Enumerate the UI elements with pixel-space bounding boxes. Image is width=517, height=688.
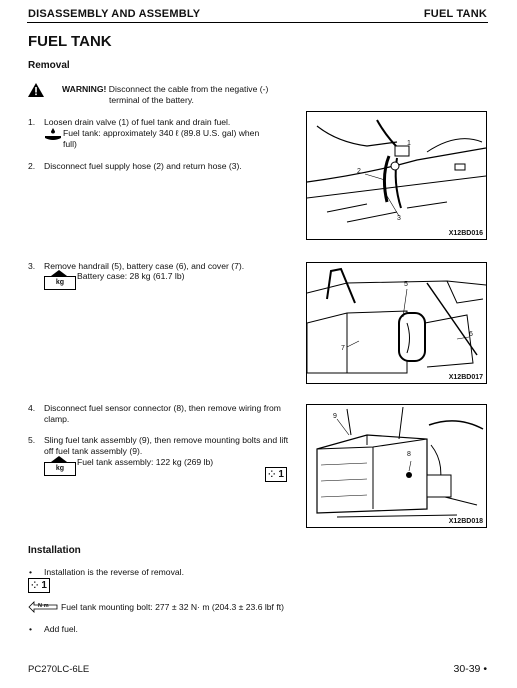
figure-battery-case-callout-5: 5 — [404, 281, 408, 288]
figure-battery-case-callout-6: 6 — [469, 331, 473, 338]
warning-label: WARNING! — [62, 84, 107, 94]
warning-text-line1: Disconnect the cable from the negative (-) — [108, 84, 269, 94]
step1-note-line2: full) — [63, 139, 77, 149]
torque-note: Fuel tank mounting bolt: 277 ± 32 N· m (204.3 ± 23.6 lbf ft) — [61, 602, 284, 612]
step2-text: Disconnect fuel supply hose (2) and return hose (3). — [44, 161, 242, 171]
installation-reference-badge-icon: ⁘ — [31, 580, 39, 590]
step4-text — [44, 403, 294, 425]
warning-text — [62, 84, 302, 106]
warning-text-line2: terminal of the battery. — [109, 95, 194, 105]
step4-text-line2: clamp. — [44, 414, 70, 424]
reference-badge — [265, 467, 287, 482]
step5-text — [44, 435, 294, 457]
step3-text: Remove handrail (5), battery case (6), and cover (7). — [44, 261, 245, 271]
figure-fuel-tank — [306, 404, 487, 528]
installation-reference-badge — [28, 578, 50, 593]
fuel-drain-icon — [44, 127, 62, 143]
step3-number: 3. — [28, 261, 36, 271]
warning-icon — [28, 83, 44, 97]
figure-drain-valve-label: X12BD016 — [448, 230, 483, 237]
reference-badge-number: 1 — [278, 469, 284, 480]
step3-note: Battery case: 28 kg (61.7 lb) — [77, 271, 185, 281]
step1-note-line1: Fuel tank: approximately 340 ℓ (89.8 U.S. gal) when — [63, 128, 260, 138]
step5-text-line2: off fuel tank assembly (9). — [44, 446, 143, 456]
header-rule — [27, 22, 488, 23]
installation-bullet-2: Add fuel. — [44, 624, 78, 634]
footer-page-number: 30-39 • — [453, 663, 487, 675]
step1-number: 1. — [28, 117, 36, 127]
installation-bullet-marker-2: • — [29, 624, 33, 634]
figure-fuel-tank-drawing — [307, 405, 486, 527]
footer-model: PC270LC-6LE — [28, 664, 90, 675]
step2-number: 2. — [28, 161, 36, 171]
figure-battery-case-drawing — [307, 263, 486, 383]
figure-fuel-tank-label: X12BD018 — [448, 518, 483, 525]
installation-bullet-1: Installation is the reverse of removal. — [44, 567, 184, 577]
figure-drain-valve-callout-1: 1 — [407, 140, 411, 147]
step4-number: 4. — [28, 403, 36, 413]
figure-battery-case — [306, 262, 487, 384]
installation-heading: Installation — [28, 545, 81, 556]
installation-reference-badge-number: 1 — [41, 580, 47, 591]
step5-note: Fuel tank assembly: 122 kg (269 lb) — [77, 457, 214, 467]
removal-heading: Removal — [28, 60, 70, 71]
figure-battery-case-label: X12BD017 — [448, 374, 483, 381]
weight-icon: kg — [44, 276, 76, 290]
weight-icon-2: kg — [44, 462, 76, 476]
installation-bullet-marker-1: • — [29, 567, 33, 577]
figure-fuel-tank-callout-8: 8 — [407, 451, 411, 458]
page-title: FUEL TANK — [28, 33, 112, 50]
figure-drain-valve — [306, 111, 487, 240]
step5-text-line1: Sling fuel tank assembly (9), then remove mounting bolts and lift — [44, 435, 289, 445]
header-section-title: DISASSEMBLY AND ASSEMBLY — [28, 8, 201, 20]
step5-number: 5. — [28, 435, 36, 445]
step4-text-line1: Disconnect fuel sensor connector (8), then remove wiring from — [44, 403, 281, 413]
step1-note — [63, 128, 293, 150]
header-chapter-title: FUEL TANK — [423, 8, 487, 20]
figure-battery-case-callout-7: 7 — [341, 345, 345, 352]
reference-badge-icon: ⁘ — [268, 469, 276, 479]
step1-text: Loosen drain valve (1) of fuel tank and drain fuel. — [44, 117, 231, 127]
torque-icon-label: N·m — [38, 603, 49, 609]
figure-drain-valve-callout-3: 3 — [397, 215, 401, 222]
figure-drain-valve-callout-2: 2 — [357, 168, 361, 175]
figure-fuel-tank-callout-9: 9 — [333, 413, 337, 420]
